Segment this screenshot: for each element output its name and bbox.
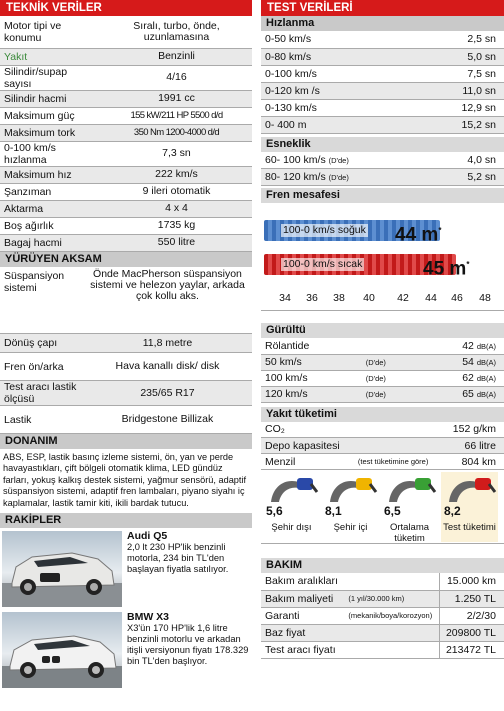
yuruyen-label: Lastik — [0, 406, 83, 434]
left-column — [0, 0, 252, 690]
teknik-label: Yakıt — [0, 48, 101, 65]
pump-label: Şehir içi — [333, 522, 368, 533]
yuruyen-value: Bridgestone Billizak — [83, 406, 252, 434]
teknik-label: Boş ağırlık — [0, 217, 101, 234]
teknik-value: Benzinli — [101, 48, 252, 65]
gurultu-value: 62 dB(A) — [416, 370, 504, 386]
hizlanma-label: 0-50 km/s — [261, 31, 401, 48]
teknik-value: 1735 kg — [101, 217, 252, 234]
bakim-table — [261, 573, 504, 659]
fren-tick: 34 — [279, 292, 291, 304]
esneklik-value: 5,2 sn — [429, 169, 504, 186]
teknik-label: Şanzıman — [0, 183, 101, 200]
yuruyen-value: 11,8 metre — [83, 334, 252, 353]
hizlanma-header: Hızlanma — [261, 16, 504, 31]
hizlanma-label: 0- 400 m — [261, 116, 401, 133]
teknik-value: 222 km/s — [101, 166, 252, 183]
bakim-label: Bakım aralıkları — [261, 573, 344, 590]
fren-value-soguk: 44 m* — [395, 224, 442, 246]
teknik-value: 1991 cc — [101, 90, 252, 107]
gurultu-value: 42 dB(A) — [416, 338, 504, 354]
teknik-label: 0-100 km/s hızlanma — [0, 141, 101, 166]
yakit-note — [354, 438, 442, 454]
yakit-note — [354, 422, 442, 438]
gurultu-header: Gürültü — [261, 323, 504, 338]
pump-label: Ortalama tüketim — [389, 522, 430, 544]
fren-tick: 36 — [306, 292, 318, 304]
hizlanma-value: 11,0 sn — [401, 82, 504, 99]
gurultu-note: (D'de) — [362, 370, 416, 386]
fuel-pump-icon — [381, 472, 438, 506]
bakim-label: Bakım maliyeti — [261, 590, 344, 607]
bakim-value: 15.000 km — [440, 573, 504, 590]
teknik-value: 4 x 4 — [101, 200, 252, 217]
bakim-value: 209800 TL — [440, 624, 504, 641]
audi-q5-photo — [2, 531, 122, 607]
yuruyen-label: Fren ön/arka — [0, 353, 83, 381]
yuruyen-label: Dönüş çapı — [0, 334, 83, 353]
gurultu-note: (D'de) — [362, 354, 416, 370]
yakit-note: (test tüketimine göre) — [354, 454, 442, 470]
bakim-note — [344, 624, 439, 641]
test-header: TEST VERİLERİ — [261, 0, 504, 16]
fren-header: Fren mesafesi — [261, 188, 504, 203]
esneklik-value: 4,0 sn — [429, 152, 504, 169]
hizlanma-table — [261, 31, 504, 134]
gurultu-label: Rölantide — [261, 338, 362, 354]
gurultu-label: 50 km/s — [261, 354, 362, 370]
fuel-pumps — [261, 470, 504, 544]
yakit-label: Menzil — [261, 454, 354, 470]
pump-test — [441, 472, 498, 542]
rival-desc: 2,0 lt 230 HP'lik benzinli motorla, 234 bin TL'den başlayan fiyatla satılıyor. — [127, 542, 229, 575]
rakipler-header: RAKİPLER — [0, 513, 252, 528]
gurultu-note: (D'de) — [362, 386, 416, 402]
yakit-table — [261, 422, 504, 471]
rival-bmw — [0, 609, 252, 690]
bmw-x3-photo — [2, 612, 122, 688]
yuruyen-value: Önde MacPherson süspansiyon sistemi ve helezon yaylar, arkada çok kollu aks. — [83, 267, 252, 334]
pump-sehir-disi — [263, 472, 320, 542]
fren-tick: 46 — [451, 292, 463, 304]
esneklik-table — [261, 152, 504, 187]
yuruyen-header: YÜRÜYEN AKSAM — [0, 252, 252, 267]
yakit-value: 66 litre — [442, 438, 504, 454]
pump-value: 8,1 — [325, 504, 342, 518]
right-column — [261, 0, 504, 659]
fuel-pump-icon — [263, 472, 320, 506]
rival-name: Audi Q5 — [127, 530, 168, 543]
fren-label-soguk: 100-0 km/s soğuk — [283, 224, 366, 236]
hizlanma-value: 5,0 sn — [401, 48, 504, 65]
yuruyen-value: 235/65 R17 — [83, 381, 252, 406]
teknik-label: Motor tipi ve konumu — [0, 16, 101, 48]
teknik-value: 7,3 sn — [101, 141, 252, 166]
pump-label: Şehir dışı — [271, 522, 312, 533]
fuel-pump-icon — [322, 472, 379, 506]
gurultu-value: 65 dB(A) — [416, 386, 504, 402]
teknik-label: Silindir hacmi — [0, 90, 101, 107]
bakim-note: (1 yıl/30.000 km) — [344, 590, 439, 607]
hizlanma-value: 2,5 sn — [401, 31, 504, 48]
hizlanma-label: 0-130 km/s — [261, 99, 401, 116]
yuruyen-label: Süspansiyon sistemi — [0, 267, 83, 334]
teknik-value: Sıralı, turbo, önde, uzunlamasına — [101, 16, 252, 48]
yuruyen-table — [0, 267, 252, 435]
yakit-label: CO₂ — [261, 422, 354, 438]
bakim-label: Baz fiyat — [261, 624, 344, 641]
teknik-label: Maksimum güç — [0, 107, 101, 124]
teknik-label: Maksimum hız — [0, 166, 101, 183]
hizlanma-label: 0-120 km /s — [261, 82, 401, 99]
pump-value: 6,5 — [384, 504, 401, 518]
fuel-pump-icon — [441, 472, 498, 506]
teknik-label: Silindir/supap sayısı — [0, 65, 101, 90]
teknik-value: 9 ileri otomatik — [101, 183, 252, 200]
yakit-value: 804 km — [442, 454, 504, 470]
teknik-value: 350 Nm 1200-4000 d/d — [101, 124, 252, 141]
fren-value-sicak: 45 m* — [423, 258, 470, 280]
hizlanma-label: 0-80 km/s — [261, 48, 401, 65]
fren-tick: 38 — [333, 292, 345, 304]
esneklik-label: 60- 100 km/s (D'de) — [261, 152, 429, 169]
pump-sehir-ici — [322, 472, 379, 542]
donanim-text: ABS, ESP, lastik basınç izleme sistemi, ön, yan ve perde havayastıkları, çift bölgeli otomatik klima, LED gündüz farları, yokuş kalkış destek sistemi, yağmur sensörü, adaptif süspansiyon sistemi, adaptif fren lambaları, piyano siyahı iç kaplamalar, lastik tamir kiti, ikili bardak tutucu. — [3, 452, 247, 508]
hizlanma-value: 15,2 sn — [401, 116, 504, 133]
rival-desc: X3'ün 170 HP'lik 1,6 litre benzinli motorlu ve arkadan itişli versiyonun fiyatı 178.329 bin TL'den başlıyor. — [127, 623, 249, 667]
pump-value: 8,2 — [444, 504, 461, 518]
esneklik-header: Esneklik — [261, 137, 504, 152]
gurultu-note — [362, 338, 416, 354]
hizlanma-value: 12,9 sn — [401, 99, 504, 116]
gurultu-table — [261, 338, 504, 403]
donanim-header: DONANIM — [0, 434, 252, 449]
rival-audi — [0, 528, 252, 609]
bakim-label: Garanti — [261, 607, 344, 624]
bakim-note: (mekanik/boya/korozyon) — [344, 607, 439, 624]
yakit-label: Depo kapasitesi — [261, 438, 354, 454]
teknik-label: Bagaj hacmi — [0, 234, 101, 251]
bakim-note — [344, 573, 439, 590]
teknik-value: 550 litre — [101, 234, 252, 251]
teknik-header: TEKNİK VERİLER — [0, 0, 252, 16]
rival-name: BMW X3 — [127, 611, 169, 624]
gurultu-value: 54 dB(A) — [416, 354, 504, 370]
yuruyen-label: Test aracı lastik ölçüsü — [0, 381, 83, 406]
teknik-value: 155 kW/211 HP 5500 d/d — [101, 107, 252, 124]
hizlanma-value: 7,5 sn — [401, 65, 504, 82]
teknik-table — [0, 16, 252, 252]
bakim-value: 1.250 TL — [440, 590, 504, 607]
fren-chart — [261, 203, 504, 311]
gurultu-label: 100 km/s — [261, 370, 362, 386]
fren-tick: 48 — [479, 292, 491, 304]
yuruyen-value: Hava kanallı disk/ disk — [83, 353, 252, 381]
pump-ortalama — [381, 472, 438, 542]
gurultu-label: 120 km/s — [261, 386, 362, 402]
fren-axis — [261, 292, 504, 306]
teknik-label: Maksimum tork — [0, 124, 101, 141]
bakim-value: 213472 TL — [440, 641, 504, 658]
pump-value: 5,6 — [266, 504, 283, 518]
yakit-header: Yakıt tüketimi — [261, 407, 504, 422]
hizlanma-label: 0-100 km/s — [261, 65, 401, 82]
bakim-label: Test aracı fiyatı — [261, 641, 344, 658]
yakit-value: 152 g/km — [442, 422, 504, 438]
fren-label-sicak: 100-0 km/s sıcak — [283, 258, 363, 270]
bakim-header: BAKIM — [261, 558, 504, 573]
pump-label: Test tüketimi — [443, 522, 496, 533]
fren-tick: 42 — [397, 292, 409, 304]
bakim-value: 2/2/30 — [440, 607, 504, 624]
esneklik-label: 80- 120 km/s (D'de) — [261, 169, 429, 186]
teknik-label: Aktarma — [0, 200, 101, 217]
fren-tick: 40 — [363, 292, 375, 304]
fren-tick: 44 — [425, 292, 437, 304]
teknik-value: 4/16 — [101, 65, 252, 90]
bakim-note — [344, 641, 439, 658]
